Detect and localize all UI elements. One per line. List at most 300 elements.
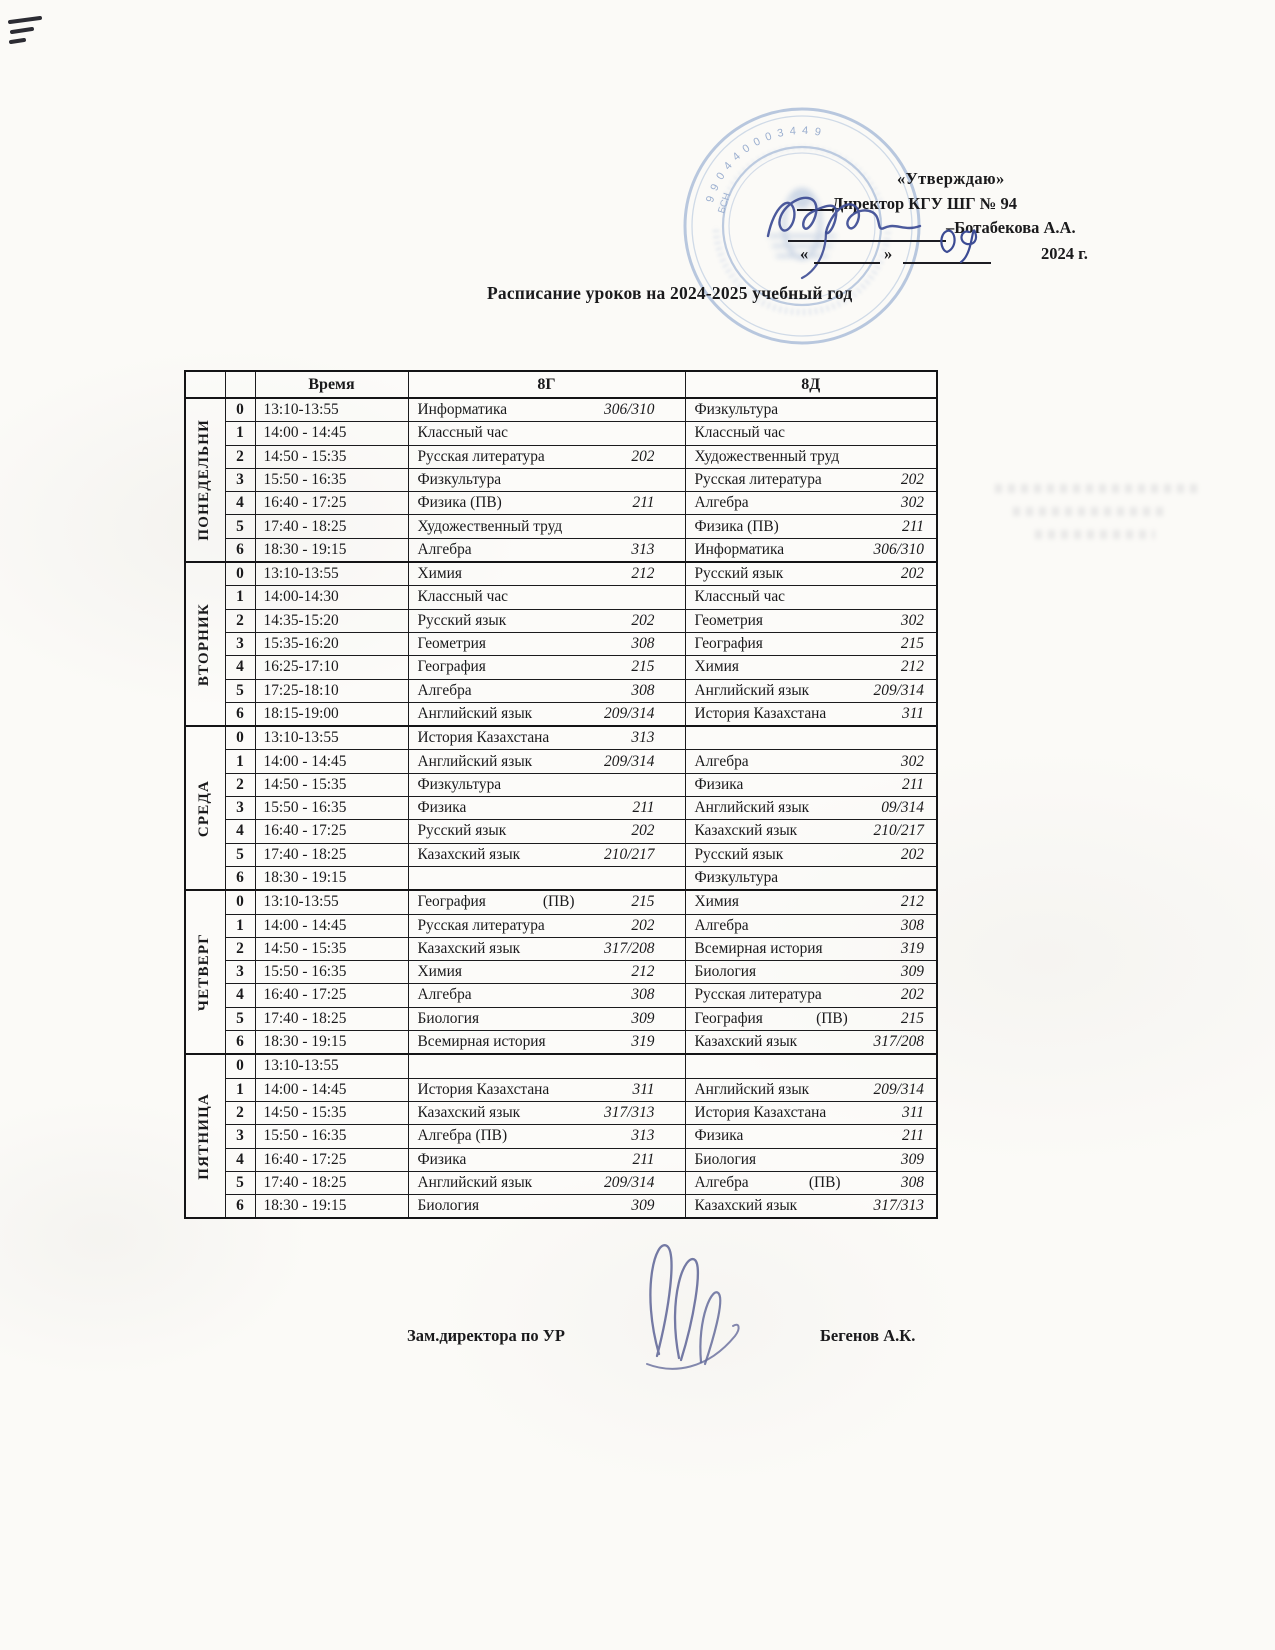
day-label: ВТОРНИК [196,602,213,686]
room-number: 306/310 [604,401,655,419]
lesson-cell-8g [408,609,685,632]
lesson-cell-8d-content [686,1175,937,1191]
lesson-cell-8d [685,820,937,843]
lesson-time: 15:50 - 16:35 [255,797,408,820]
subject-text: Английский язык [417,1173,533,1191]
subject-text: Биология [694,963,757,981]
lesson-cell-8d-content [686,1011,937,1027]
lesson-number: 6 [225,538,255,562]
lesson-cell-8d [685,515,937,538]
day-label: СРЕДА [196,779,213,837]
day-label-cell [185,1054,225,1218]
lesson-time: 18:30 - 19:15 [255,538,408,562]
lesson-time: 17:40 - 18:25 [255,515,408,538]
schedule-row [185,1195,937,1219]
lesson-cell-8g-content [409,495,685,511]
room-number: 306/310 [873,540,924,558]
room-number: 311 [632,1080,655,1098]
scan-corner-mark [6,14,52,56]
room-number: 210/217 [604,845,655,863]
lesson-cell-8d-content [686,425,937,441]
subject-text: Химия [694,893,739,911]
lesson-cell-8g [408,1195,685,1219]
lesson-cell-8g [408,1078,685,1101]
lesson-cell-8d-content [686,519,937,535]
room-number: 313 [631,1127,655,1145]
header-class-8d: 8Д [685,371,937,398]
room-number: 211 [632,799,655,817]
subject-text: Классный час [417,424,509,442]
lesson-cell-8g-content [409,941,685,957]
lesson-cell-8d [685,1171,937,1194]
schedule-row [185,492,937,515]
room-number: 212 [900,658,924,676]
lesson-cell-8d [685,586,937,609]
schedule-row [185,726,937,750]
room-number: 202 [631,447,655,465]
schedule-row [185,914,937,937]
header-time: Время [255,371,408,398]
lesson-cell-8g [408,1007,685,1030]
lesson-number: 1 [225,422,255,445]
room-number: 319 [900,939,924,957]
day-label: ЧЕТВЕРГ [196,933,213,1012]
subject-text: Биология [417,1009,480,1027]
subject-text: Русский язык [417,822,507,840]
room-number: 308 [631,681,655,699]
lesson-cell-8d [685,797,937,820]
subject-text: Алгебра [694,752,749,770]
lesson-cell-8g-content [409,683,685,699]
lesson-cell-8g [408,398,685,422]
lesson-time: 13:10-13:55 [255,1054,408,1078]
lesson-cell-8d [685,538,937,562]
lesson-number: 0 [225,726,255,750]
handwritten-month [935,222,995,266]
lesson-number: 1 [225,750,255,773]
lesson-time: 16:25-17:10 [255,656,408,679]
lesson-number: 3 [225,468,255,491]
subject-text: География [417,893,486,911]
room-number: 210/217 [873,822,924,840]
lesson-cell-8d [685,562,937,586]
lesson-cell-8g [408,1031,685,1055]
subject-text: География [694,635,763,653]
room-number: 202 [631,611,655,629]
room-number: 309 [631,1197,655,1215]
subject-text: Физкультура [694,401,779,419]
lesson-cell-8g [408,773,685,796]
day-label: ПОНЕДЕЛЬНИ [196,419,213,541]
lesson-cell-8g [408,445,685,468]
lesson-cell-8g-content [409,754,685,770]
lesson-cell-8g [408,632,685,655]
lesson-cell-8d [685,632,937,655]
lesson-cell-8d-content [686,495,937,511]
schedule-row [185,984,937,1007]
lesson-cell-8g [408,914,685,937]
lesson-time: 18:30 - 19:15 [255,1195,408,1219]
lesson-cell-8g-content [409,894,685,910]
stamp-code-label: БСН [716,191,734,215]
lesson-number: 1 [225,914,255,937]
lesson-number: 0 [225,1054,255,1078]
subject-mid-text: (ПВ) [816,1009,848,1027]
subject-mid-text: (ПВ) [808,1173,841,1191]
lesson-number: 6 [225,1195,255,1219]
schedule-row [185,1171,937,1194]
stamp-digits: 990440003449 [704,124,828,205]
room-number: 215 [631,658,655,676]
lesson-cell-8g-content [409,1175,685,1191]
room-number: 309 [900,1150,924,1168]
lesson-number: 4 [225,820,255,843]
lesson-cell-8g [408,538,685,562]
room-number: 311 [902,704,924,722]
lesson-number: 5 [225,515,255,538]
lesson-number: 3 [225,632,255,655]
lesson-cell-8d [685,843,937,866]
lesson-cell-8d-content [686,823,937,839]
lesson-cell-8d-content [686,800,937,816]
lesson-cell-8d-content [686,918,937,934]
lesson-cell-8g [408,1148,685,1171]
subject-text: Казахский язык [417,939,521,957]
schedule-row [185,820,937,843]
date-day-blank [814,262,880,264]
lesson-time: 14:00 - 14:45 [255,422,408,445]
lesson-number: 2 [225,773,255,796]
room-number: 209/314 [604,1173,655,1191]
room-number: 202 [900,470,924,488]
lesson-cell-8g-content [409,1082,685,1098]
subject-text: История Казахстана [694,704,827,722]
lesson-cell-8g-content [409,777,685,793]
schedule-row [185,1054,937,1078]
lesson-cell-8g-content [409,847,685,863]
subject-text: Английский язык [694,799,810,817]
lesson-number: 3 [225,797,255,820]
subject-text: География [694,1009,763,1027]
schedule-row [185,750,937,773]
lesson-number: 2 [225,1101,255,1124]
director-line: Директор КГУ ШГ № 94 [832,194,1017,213]
lesson-cell-8g-content [409,472,685,488]
lesson-time: 14:50 - 15:35 [255,773,408,796]
lesson-cell-8g-content [409,613,685,629]
subject-text: Казахский язык [694,822,798,840]
schedule-row [185,586,937,609]
subject-text: Алгебра [417,986,472,1004]
subject-text: Биология [417,1197,480,1215]
lesson-cell-8g-content [409,1152,685,1168]
room-number: 211 [632,494,655,512]
lesson-time: 18:15-19:00 [255,702,408,726]
lesson-cell-8d [685,750,937,773]
lesson-cell-8d-content [686,449,937,465]
lesson-cell-8d-content [686,613,937,629]
lesson-cell-8d-content [686,894,937,910]
lesson-number: 0 [225,890,255,914]
room-number: 209/314 [604,752,655,770]
lesson-cell-8g [408,726,685,750]
director-name: –Ботабекова А.А. [946,218,1076,237]
lesson-cell-8d-content [686,402,937,418]
day-block [185,562,937,726]
lesson-cell-8g [408,866,685,890]
subject-text: Биология [694,1150,757,1168]
schedule-row [185,1078,937,1101]
subject-text: Художественный труд [417,517,563,535]
lesson-cell-8d-content [686,777,937,793]
lesson-time: 15:50 - 16:35 [255,468,408,491]
deputy-signature [595,1222,770,1382]
lesson-cell-8d [685,984,937,1007]
lesson-cell-8d-content [686,870,937,886]
schedule-row [185,1031,937,1055]
deputy-director-name: Бегенов А.К. [820,1326,916,1345]
day-block [185,726,937,890]
lesson-cell-8d [685,914,937,937]
schedule-row [185,632,937,655]
subject-text: Геометрия [417,635,486,653]
room-number: 209/314 [604,704,655,722]
lesson-cell-8g [408,492,685,515]
lesson-time: 17:40 - 18:25 [255,1007,408,1030]
lesson-cell-8d-content [686,1198,937,1214]
schedule-row [185,961,937,984]
subject-text: История Казахстана [694,1103,827,1121]
day-label-cell [185,398,225,562]
lesson-time: 13:10-13:55 [255,562,408,586]
lesson-cell-8d [685,1195,937,1219]
lesson-number: 5 [225,843,255,866]
subject-text: Русская литература [417,916,545,934]
subject-text: Английский язык [694,1080,810,1098]
subject-text: Казахский язык [417,1103,521,1121]
lesson-cell-8d [685,656,937,679]
lesson-cell-8d-content [686,683,937,699]
lesson-number: 3 [225,961,255,984]
room-number: 308 [631,635,655,653]
lesson-cell-8g [408,515,685,538]
lesson-cell-8g-content [409,1128,685,1144]
lesson-cell-8g-content [409,706,685,722]
room-number: 211 [902,775,924,793]
lesson-cell-8d-content [686,754,937,770]
lesson-time: 17:40 - 18:25 [255,1171,408,1194]
room-number: 215 [900,1009,924,1027]
subject-text: География [417,658,486,676]
room-number: 202 [631,822,655,840]
lesson-number: 5 [225,1007,255,1030]
lesson-cell-8g [408,422,685,445]
subject-text: Геометрия [694,611,763,629]
lesson-cell-8g [408,562,685,586]
subject-text: Алгебра [694,916,749,934]
schedule-row [185,890,937,914]
lesson-cell-8d [685,398,937,422]
subject-text: Алгебра [694,494,749,512]
lesson-cell-8d-content [686,1128,937,1144]
schedule-row [185,1148,937,1171]
lesson-cell-8g-content [409,589,685,605]
lesson-cell-8g [408,1125,685,1148]
room-number: 317/313 [604,1103,655,1121]
lesson-time: 18:30 - 19:15 [255,1031,408,1055]
schedule-row [185,843,937,866]
lesson-cell-8d [685,773,937,796]
lesson-cell-8g [408,702,685,726]
schedule-table [184,370,938,1219]
schedule-row [185,656,937,679]
lesson-number: 4 [225,492,255,515]
room-number: 212 [631,565,655,583]
subject-text: Физика [694,775,744,793]
subject-text: Русская литература [694,986,822,1004]
lesson-cell-8g-content [409,964,685,980]
lesson-cell-8d [685,961,937,984]
room-number: 209/314 [873,681,924,699]
lesson-number: 0 [225,562,255,586]
header-day-cell [185,371,225,398]
lesson-cell-8d [685,1031,937,1055]
lesson-cell-8g [408,656,685,679]
lesson-number: 5 [225,679,255,702]
lesson-cell-8g [408,468,685,491]
lesson-time: 14:00-14:30 [255,586,408,609]
lesson-cell-8g-content [409,449,685,465]
subject-text: Химия [417,565,462,583]
subject-text: Классный час [694,588,786,606]
subject-text: Английский язык [694,681,810,699]
lesson-number: 4 [225,656,255,679]
room-number: 317/313 [873,1197,924,1215]
lesson-cell-8d-content [686,659,937,675]
day-block [185,1054,937,1218]
lesson-cell-8d-content [686,847,937,863]
lesson-cell-8g [408,937,685,960]
date-open-quote: « [800,244,809,263]
lesson-cell-8g [408,750,685,773]
schedule-row [185,1101,937,1124]
director-signature [762,186,962,286]
room-number: 309 [900,963,924,981]
subject-text: История Казахстана [417,1080,550,1098]
schedule-row [185,702,937,726]
schedule-row [185,937,937,960]
lesson-time: 15:50 - 16:35 [255,961,408,984]
lesson-time: 14:35-15:20 [255,609,408,632]
date-year: 2024 г. [1041,244,1088,263]
lesson-time: 14:00 - 14:45 [255,914,408,937]
lesson-number: 5 [225,1171,255,1194]
lesson-cell-8g-content [409,566,685,582]
lesson-time: 14:00 - 14:45 [255,1078,408,1101]
room-number: 212 [900,893,924,911]
subject-text: Информатика [417,401,508,419]
lesson-cell-8d [685,1054,937,1078]
lesson-number: 4 [225,1148,255,1171]
lesson-cell-8g-content [409,800,685,816]
room-number: 319 [631,1033,655,1051]
subject-text: Физкультура [417,470,502,488]
room-number: 215 [900,635,924,653]
subject-text: Русский язык [694,845,784,863]
room-number: 308 [900,916,924,934]
subject-text: Классный час [417,588,509,606]
lesson-time: 16:40 - 17:25 [255,492,408,515]
subject-text: Казахский язык [694,1197,798,1215]
lesson-time: 17:40 - 18:25 [255,843,408,866]
lesson-cell-8d-content [686,636,937,652]
lesson-cell-8g [408,586,685,609]
subject-text: Казахский язык [694,1033,798,1051]
lesson-cell-8d [685,679,937,702]
lesson-cell-8g [408,797,685,820]
subject-text: Казахский язык [417,845,521,863]
lesson-time: 14:00 - 14:45 [255,750,408,773]
lesson-cell-8d [685,1007,937,1030]
day-block [185,890,937,1054]
lesson-cell-8d [685,1101,937,1124]
schedule-row [185,609,937,632]
lesson-cell-8g-content [409,519,685,535]
room-number: 308 [900,1173,924,1191]
table-header [185,371,937,398]
room-number: 202 [900,845,924,863]
lesson-cell-8d [685,422,937,445]
schedule-row [185,445,937,468]
subject-text: Всемирная история [694,939,823,957]
lesson-time: 16:40 - 17:25 [255,984,408,1007]
lesson-cell-8d [685,702,937,726]
approve-label: «Утверждаю» [897,169,1005,188]
room-number: 202 [631,916,655,934]
schedule-row [185,1125,937,1148]
lesson-cell-8d-content [686,1034,937,1050]
subject-text: Алгебра [417,681,472,699]
lesson-cell-8g-content [409,1105,685,1121]
schedule-row [185,866,937,890]
subject-text: Английский язык [417,752,533,770]
subject-text: Русский язык [694,565,784,583]
day-block [185,398,937,562]
lesson-cell-8g [408,820,685,843]
subject-mid-text: (ПВ) [542,893,575,911]
subject-text: Физика [417,1150,467,1168]
lesson-cell-8g-content [409,918,685,934]
deputy-director-label: Зам.директора по УР [407,1326,565,1345]
room-number: 317/208 [604,939,655,957]
subject-text: Алгебра [694,1173,749,1191]
header-num-cell [225,371,255,398]
lesson-time: 13:10-13:55 [255,398,408,422]
lesson-cell-8d [685,609,937,632]
subject-text: Русский язык [417,611,507,629]
subject-text: Русская литература [694,470,822,488]
schedule-row [185,679,937,702]
room-number: 302 [900,494,924,512]
lesson-time: 15:50 - 16:35 [255,1125,408,1148]
lesson-time: 15:35-16:20 [255,632,408,655]
lesson-time: 13:10-13:55 [255,890,408,914]
subject-text: Физика (ПВ) [694,517,779,535]
lesson-cell-8g-content [409,730,685,746]
subject-text: Химия [417,963,462,981]
lesson-cell-8d-content [686,1152,937,1168]
lesson-cell-8g-content [409,823,685,839]
